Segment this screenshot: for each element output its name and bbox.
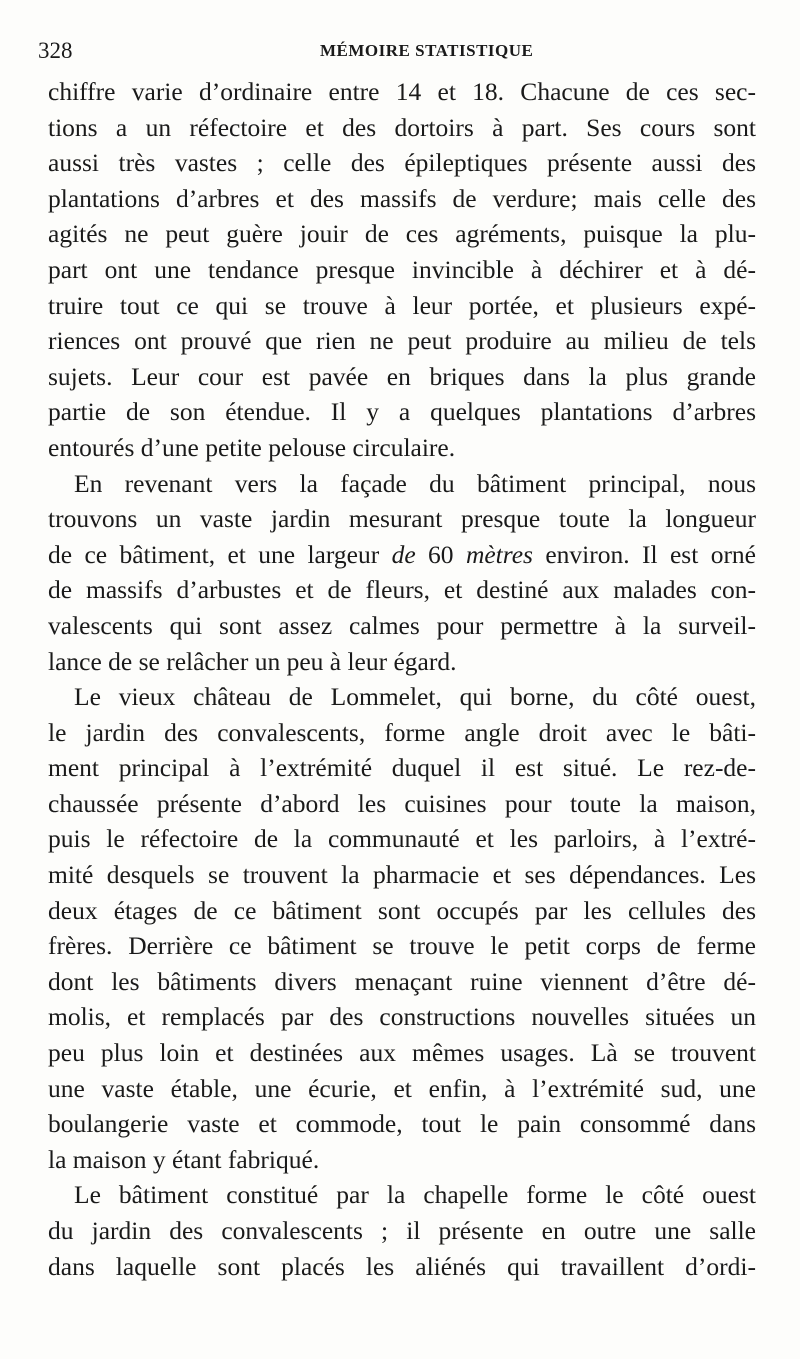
text-line: trouvons un vaste jardin mesurant presque toute la longueur	[48, 504, 756, 534]
text-line: agités ne peut guère jouir de ces agréments, puisque la plu-	[48, 219, 756, 249]
text-line: le jardin des convalescents, forme angle droit avec le bâti-	[48, 717, 756, 747]
text-line: frères. Derrière ce bâtiment se trouve le petit corps de ferme	[48, 931, 756, 961]
text-line: du jardin des convalescents ; il présente en outre une salle	[48, 1216, 756, 1245]
text-line: Le bâtiment constitué par la chapelle forme le côté ouest	[74, 1180, 756, 1210]
text-line: lance de se relâcher un peu à leur égard.	[48, 646, 457, 676]
text-line: tions a un réfectoire et des dortoirs à part. Ses cours sont	[48, 112, 756, 142]
text-line: de massifs d’arbustes et de fleurs, et destiné aux malades con-	[48, 575, 756, 605]
text-line: aussi très vastes ; celle des épileptiques présente aussi des	[48, 148, 756, 178]
text-line: chaussée présente d’abord les cuisines pour toute la maison,	[48, 788, 756, 818]
text-line: Le vieux château de Lommelet, qui borne, du côté ouest,	[74, 682, 756, 712]
text-line: une vaste étable, une écurie, et enfin, à l’extrémité sud, une	[48, 1073, 756, 1103]
text-line: dont les bâtiments divers menaçant ruine viennent d’être dé-	[48, 966, 756, 996]
page-header	[38, 38, 758, 68]
text-line: chiffre varie d’ordinaire entre 14 et 18. Chacune de ces sec-	[48, 77, 756, 106]
text-line: puis le réfectoire de la communauté et les parloirs, à l’extré-	[48, 824, 756, 854]
text-line: plantations d’arbres et des massifs de verdure; mais celle des	[48, 183, 756, 213]
text-line: ment principal à l’extrémité duquel il est situé. Le rez-de-	[48, 753, 756, 783]
text-line: riences ont prouvé que rien ne peut produire au milieu de tels	[48, 326, 756, 356]
page-number: 328	[38, 38, 73, 63]
text-line: part ont une tendance presque invincible à déchirer et à dé-	[48, 254, 756, 284]
text-line: mité desquels se trouvent la pharmacie et ses dépendances. Les	[48, 860, 756, 890]
text-line: boulangerie vaste et commode, tout le pain consommé dans	[48, 1109, 756, 1139]
running-head: MÉMOIRE STATISTIQUE	[320, 41, 534, 60]
text-line: peu plus loin et destinées aux mêmes usages. Là se trouvent	[48, 1038, 756, 1068]
text-line: sujets. Leur cour est pavée en briques dans la plus grande	[48, 361, 756, 391]
body-text	[48, 74, 756, 1284]
text-line: la maison y étant fabriqué.	[48, 1144, 320, 1174]
text-line: molis, et remplacés par des constructions nouvelles situées un	[48, 1002, 756, 1032]
text-line: entourés d’une petite pelouse circulaire.	[48, 432, 456, 462]
text-line: dans laquelle sont placés les aliénés qui travaillent d’ordi-	[48, 1251, 756, 1281]
text-line: deux étages de ce bâtiment sont occupés par les cellules des	[48, 895, 756, 925]
text-line: de ce bâtiment, et une largeur de 60 mètres environ. Il est orné	[48, 539, 756, 569]
text-line: En revenant vers la façade du bâtiment principal, nous	[74, 468, 756, 498]
text-line: partie de son étendue. Il y a quelques plantations d’arbres	[48, 397, 756, 427]
text-line: truire tout ce qui se trouve à leur portée, et plusieurs expé-	[48, 290, 756, 320]
text-line: valescents qui sont assez calmes pour permettre à la surveil-	[48, 610, 756, 640]
